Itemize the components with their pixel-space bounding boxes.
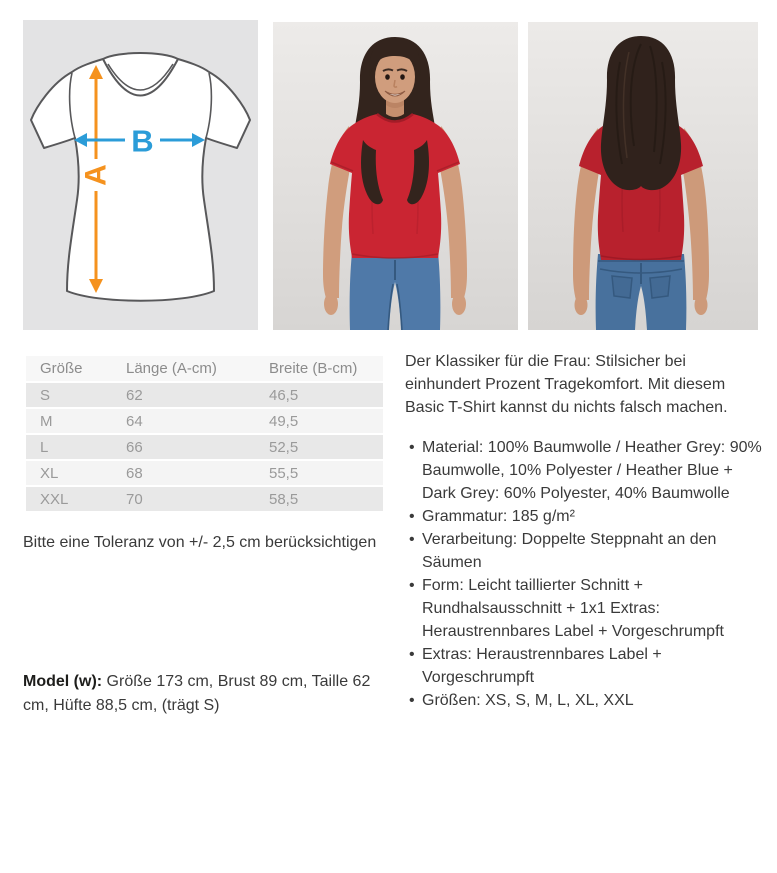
- length-cell: 70: [126, 486, 269, 512]
- width-cell: 58,5: [269, 486, 383, 512]
- size-cell: XL: [26, 460, 126, 486]
- model-measurements-details: Größe 173 cm, Brust 89 cm, Taille 62 cm, Hüfte 88,5 cm, (trägt S): [23, 673, 371, 714]
- feature-list: [405, 436, 763, 712]
- feature-item-grammatur: • Grammatur: 185 g/m²: [422, 505, 763, 528]
- table-row: [26, 408, 383, 434]
- size-cell: M: [26, 408, 126, 434]
- feature-item-groessen: • Größen: XS, S, M, L, XL, XXL: [422, 689, 763, 712]
- width-cell: 52,5: [269, 434, 383, 460]
- size-cell: L: [26, 434, 126, 460]
- table-row: [26, 460, 383, 486]
- eye-right: [400, 74, 405, 80]
- tshirt-measurement-diagram: [23, 20, 258, 330]
- width-cell: 46,5: [269, 382, 383, 408]
- feature-item-form: • Form: Leicht taillierter Schnitt + Rundhalsausschnitt + 1x1 Extras: Heraustrennbares Label + Vorgeschrumpft: [422, 574, 763, 643]
- feature-item-extras: • Extras: Heraustrennbares Label + Vorgeschrumpft: [422, 643, 763, 689]
- width-cell: 49,5: [269, 408, 383, 434]
- size-diagram-image: [23, 20, 258, 330]
- description-intro: Der Klassiker für die Frau: Stilsicher bei einhundert Prozent Tragekomfort. Mit diesem Basic T-Shirt kannst du nichts falsch machen.: [405, 353, 728, 416]
- measurement-label-b: B: [131, 123, 154, 159]
- model-back-photo: [528, 22, 758, 330]
- jeans-pocket-left: [612, 276, 632, 298]
- model-front-photo: [273, 22, 518, 330]
- size-cell: S: [26, 382, 126, 408]
- table-row: [26, 486, 383, 512]
- feature-item-material: • Material: 100% Baumwolle / Heather Grey: 90% Baumwolle, 10% Polyester / Heather Blue + Dark Grey: 60% Polyester, 40% Baumwolle: [422, 436, 763, 505]
- length-cell: 62: [126, 382, 269, 408]
- size-table-header-row: [26, 356, 383, 382]
- col-header-length: Länge (A-cm): [126, 356, 269, 382]
- measurement-label-a: A: [79, 164, 113, 186]
- length-cell: 66: [126, 434, 269, 460]
- eye-left: [385, 74, 390, 80]
- product-description: [405, 350, 763, 712]
- tolerance-note: Bitte eine Toleranz von +/- 2,5 cm berücksichtigen: [23, 534, 377, 551]
- hair-back-view: [601, 36, 681, 190]
- col-header-size: Größe: [26, 356, 126, 382]
- size-cell: XXL: [26, 486, 126, 512]
- length-cell: 68: [126, 460, 269, 486]
- length-cell: 64: [126, 408, 269, 434]
- table-row: [26, 434, 383, 460]
- size-table: [26, 356, 383, 513]
- col-header-width: Breite (B-cm): [269, 356, 383, 382]
- table-row: [26, 382, 383, 408]
- feature-item-verarbeitung: • Verarbeitung: Doppelte Steppnaht an den Säumen: [422, 528, 763, 574]
- jeans-pocket-right: [650, 276, 670, 298]
- model-front-illustration: [273, 22, 518, 330]
- width-cell: 55,5: [269, 460, 383, 486]
- model-back-illustration: [528, 22, 758, 330]
- model-measurements: [23, 670, 395, 718]
- model-measurements-label: Model (w):: [23, 673, 103, 690]
